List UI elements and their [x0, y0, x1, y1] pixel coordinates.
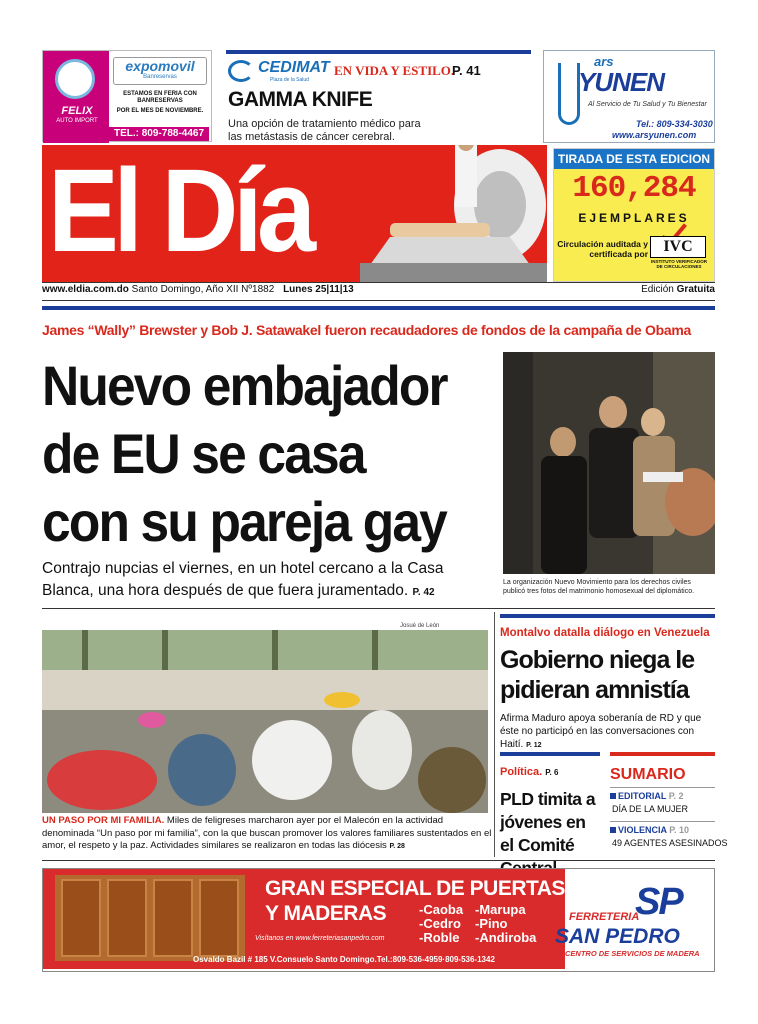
wooden-doors-image [55, 875, 245, 961]
masthead [42, 145, 547, 282]
sp-san-pedro: SAN PEDRO [555, 925, 680, 948]
sp-address: Osvaldo Bazil # 185 V.Consuelo Santo Domingo.Tel.:809-536-4959·809-536-1342 [193, 955, 495, 964]
yunen-name: YUNEN [578, 67, 665, 97]
sumario-item-editorial[interactable] [610, 791, 684, 801]
sp-headline-2: Y MADERAS [265, 902, 387, 925]
bullet-square-icon [610, 793, 616, 799]
venezuela-body-text: Afirma Maduro apoya soberanía de RD y que éste no participó en las conversaciones con Haití. [500, 713, 702, 750]
edition-value: Gratuita [676, 284, 715, 295]
venezuela-headline[interactable]: Gobierno niega le pidieran amnistía [500, 646, 695, 704]
yunen-ars: ars [594, 54, 614, 69]
door-image [199, 879, 239, 957]
politica-headline[interactable]: PLD timita a jóvenes en el Comité [500, 789, 596, 855]
ivc-sub: INSTITUTO VERIFICADOR DE CIRCULACIONES [651, 259, 707, 269]
wood-item: -Cedro [419, 916, 461, 931]
door-image [153, 879, 193, 957]
ivc-logo: IVC [650, 236, 706, 258]
tirada-unit: EJEMPLARES [578, 211, 690, 225]
sumario-item-text: DÍA DE LA MUJER [612, 804, 689, 814]
teaser-top-bar [226, 50, 531, 54]
gamma-knife-teaser[interactable] [226, 50, 531, 143]
issue-date: Lunes 25|11|13 [283, 284, 354, 295]
march-photo [42, 630, 488, 813]
lead-kicker: James “Wally” Brewster y Bob J. Satawakel fueron recaudadores de fondos de la campaña de Obama [42, 322, 691, 338]
wood-list-left [419, 903, 463, 945]
sumario-rule-1 [610, 787, 715, 788]
cedimat-sub: Plaza de la Salud [270, 77, 309, 83]
circulation-text: Circulación auditada y certificada por [557, 239, 648, 259]
sumario-item-violencia[interactable] [610, 825, 689, 835]
website[interactable]: www.eldia.com.do [42, 284, 129, 295]
felix-auto-import-ad[interactable] [42, 50, 212, 142]
venezuela-bar [500, 614, 715, 618]
wedding-photo-caption: La organización Nuevo Movimiento para los derechos civiles publicó tres fotos del matrimonio homosexual del diplomático. [503, 579, 695, 595]
venezuela-kicker: Montalvo datalla diálogo en Venezuela [500, 627, 710, 639]
lead-deck [42, 558, 492, 604]
ars-yunen-ad[interactable] [543, 50, 715, 143]
sumario-item-category: VIOLENCIA [618, 825, 667, 835]
venezuela-page: P. 12 [526, 742, 542, 749]
stethoscope-icon [558, 63, 580, 125]
section-bar [42, 306, 715, 310]
dateline [42, 284, 715, 300]
felix-line2: POR EL MES DE NOVIEMBRE. [116, 108, 204, 114]
march-caption-text: Miles de feligreses marcharon ayer por el Malecón en la actividad denominada “Un paso por mi familia”, con la que buscan promover los valores familiares sustentados en el amor, el respeto y la paz. Actividades similares se realizaron en todas las diócesis [42, 815, 492, 851]
lead-deck-text: Contrajo nupcias el viernes, en un hotel cercano a la Casa Blanca, una hora después de que fuera juramentado. [42, 560, 444, 599]
door-image [107, 879, 147, 957]
march-caption [42, 815, 492, 854]
sumario-item-text: 49 AGENTES ASESINADOS [612, 838, 728, 848]
sp-headline-1: GRAN ESPECIAL DE PUERTAS [265, 877, 565, 900]
place-issue: Santo Domingo, Año XII Nº1882 [131, 284, 275, 295]
wedding-photo [503, 352, 715, 574]
felix-logo-icon [55, 59, 95, 99]
felix-line1: ESTAMOS EN FERIA CON BANRESERVAS [123, 91, 197, 104]
yunen-slogan: Al Servicio de Tu Salud y Tu Bienestar [588, 101, 707, 108]
mid-rule [42, 608, 715, 609]
gamma-knife-machine-image [360, 145, 547, 282]
bottom-rule [42, 860, 715, 861]
politica-label: Política. [500, 766, 543, 778]
door-image [61, 879, 101, 957]
march-caption-lead: UN PASO POR MI FAMILIA. [42, 815, 165, 826]
tirada-number: 160,284 [572, 171, 696, 206]
yunen-phone: Tel.: 809-334-3030 [636, 119, 713, 129]
politica-page: P. 6 [545, 768, 559, 777]
ferreteria-san-pedro-ad[interactable] [42, 868, 715, 972]
bullet-square-icon [610, 827, 616, 833]
el-dia-logo: El Día [48, 145, 311, 277]
wood-item: -Caoba [419, 902, 464, 917]
felix-sub: AUTO IMPORT [56, 118, 98, 124]
teaser-section: EN VIDA Y ESTILO. [334, 63, 455, 78]
edition [641, 284, 715, 295]
sumario-item-page: P. 2 [668, 791, 684, 801]
sumario-item-page: P. 10 [669, 825, 690, 835]
felix-name: FELIX [61, 105, 93, 117]
sp-website[interactable]: Visítanos en www.ferreteriasanpedro.com [255, 935, 385, 942]
politica-kicker [500, 766, 558, 778]
felix-phone: TEL.: 809-788-4467 [109, 127, 209, 141]
dateline-top-rule [42, 282, 715, 283]
cedimat-brand: CEDIMAT [258, 59, 330, 76]
wood-item: -Pino [475, 916, 508, 931]
sumario-rule-2 [610, 821, 715, 822]
cedimat-logo-icon [228, 60, 254, 82]
photo-credit: Josué de León [400, 623, 440, 629]
wood-item: -Marupa [475, 902, 526, 917]
sp-centro: CENTRO DE SERVICIOS DE MADERA [565, 949, 700, 958]
expomovil-title: expomovil [125, 58, 195, 74]
dateline-bottom-rule [42, 300, 715, 301]
wood-item: -Andiroba [475, 930, 537, 945]
sumario-title: SUMARIO [610, 766, 686, 783]
sumario-bar [610, 752, 715, 756]
wood-list-right [475, 903, 536, 945]
sp-ferreteria: FERRETERIA [569, 911, 640, 923]
wood-item: -Roble [419, 930, 460, 945]
lead-headline[interactable]: Nuevo embajador de EU se casa con su pareja gay [42, 354, 447, 553]
teaser-title: GAMMA KNIFE [228, 88, 373, 111]
politica-bar [500, 752, 600, 756]
column-divider [494, 612, 495, 857]
sp-logo: SP [635, 881, 682, 923]
expomovil-sub: Banreservas [143, 74, 177, 80]
expomovil-logo [113, 57, 207, 85]
teaser-page: P. 41 [452, 63, 481, 78]
tirada-label: TIRADA DE ESTA EDICION [554, 149, 714, 169]
yunen-website: www.arsyunen.com [612, 130, 697, 140]
circulation-box [553, 148, 715, 282]
teaser-description: Una opción de tratamiento médico para las metástasis de cáncer cerebral. [228, 118, 421, 143]
venezuela-body [500, 712, 715, 752]
march-page: P. 28 [389, 843, 405, 850]
edition-label: Edición [641, 284, 674, 295]
lead-page: P. 42 [412, 587, 435, 598]
sumario-item-category: EDITORIAL [618, 791, 667, 801]
